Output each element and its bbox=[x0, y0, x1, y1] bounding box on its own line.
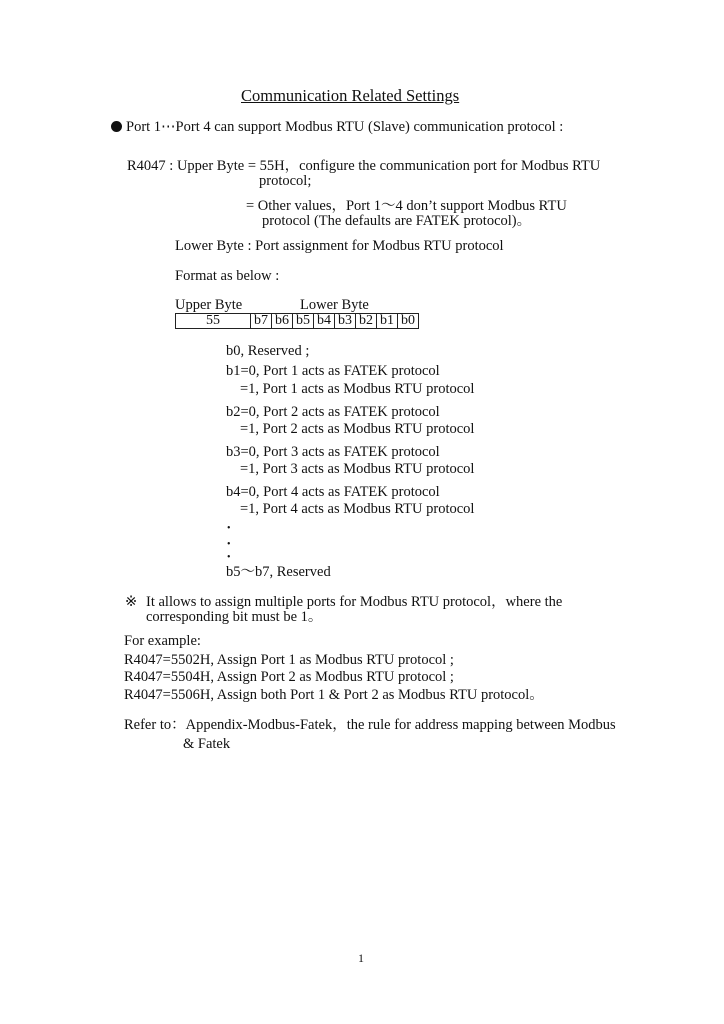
r4047-line2: = Other values，Port 1～4 don’t support Modbus RTU bbox=[246, 198, 567, 214]
bit-cell-b1: b1 bbox=[377, 314, 398, 329]
intro-line bbox=[111, 118, 563, 136]
bit-desc-b4-1: =1, Port 4 acts as Modbus RTU protocol bbox=[240, 501, 475, 517]
ellipsis-dot: • bbox=[227, 523, 231, 534]
page-number: 1 bbox=[358, 951, 364, 965]
bit-desc-b1-1: =1, Port 1 acts as Modbus RTU protocol bbox=[240, 381, 475, 397]
refer-line1: Refer to：Appendix-Modbus-Fatek，the rule for address mapping between Modbus bbox=[124, 717, 616, 733]
bit-cell-b5: b5 bbox=[293, 314, 314, 329]
bit-desc-b3-1: =1, Port 3 acts as Modbus RTU protocol bbox=[240, 461, 475, 477]
bit-desc-b3-0: b3=0, Port 3 acts as FATEK protocol bbox=[226, 444, 440, 460]
example-line-1: R4047=5502H, Assign Port 1 as Modbus RTU protocol ; bbox=[124, 652, 454, 668]
bit-cell-b0: b0 bbox=[398, 314, 419, 329]
note-line2: corresponding bit must be 1。 bbox=[146, 609, 323, 625]
bit-cell-b3: b3 bbox=[335, 314, 356, 329]
lower-byte-label: Lower Byte bbox=[300, 297, 369, 313]
bit-cell-b6: b6 bbox=[272, 314, 293, 329]
bit-desc-b0: b0, Reserved ; bbox=[226, 343, 310, 359]
upper-byte-cell: 55 bbox=[176, 314, 251, 329]
example-line-3: R4047=5506H, Assign both Port 1 & Port 2 as Modbus RTU protocol。 bbox=[124, 687, 544, 703]
note-line1: It allows to assign multiple ports for Modbus RTU protocol，where the bbox=[146, 594, 563, 610]
ellipsis-dot: • bbox=[227, 552, 231, 563]
format-line: Format as below : bbox=[175, 268, 280, 284]
bit-desc-b2-1: =1, Port 2 acts as Modbus RTU protocol bbox=[240, 421, 475, 437]
example-line-2: R4047=5504H, Assign Port 2 as Modbus RTU protocol ; bbox=[124, 669, 454, 685]
bit-desc-b1-0: b1=0, Port 1 acts as FATEK protocol bbox=[226, 363, 440, 379]
bit-cell-b7: b7 bbox=[251, 314, 272, 329]
format-table bbox=[175, 313, 419, 329]
bit-desc-b2-0: b2=0, Port 2 acts as FATEK protocol bbox=[226, 404, 440, 420]
ellipsis-dot: • bbox=[227, 539, 231, 550]
bit-cell-b2: b2 bbox=[356, 314, 377, 329]
lower-byte-line: Lower Byte : Port assignment for Modbus RTU protocol bbox=[175, 238, 504, 254]
bullet-icon bbox=[111, 121, 122, 132]
intro-text: Port 1⋯Port 4 can support Modbus RTU (Slave) communication protocol : bbox=[126, 119, 564, 135]
bit-desc-b4-0: b4=0, Port 4 acts as FATEK protocol bbox=[226, 484, 440, 500]
upper-byte-label: Upper Byte bbox=[175, 297, 243, 313]
bit-desc-b5-b7: b5～b7, Reserved bbox=[226, 564, 331, 580]
r4047-line2b: protocol (The defaults are FATEK protocol)。 bbox=[262, 213, 532, 229]
page-title: Communication Related Settings bbox=[241, 86, 460, 105]
bit-cell-b4: b4 bbox=[314, 314, 335, 329]
note-symbol: ※ bbox=[125, 594, 138, 610]
r4047-line1: R4047 : Upper Byte = 55H，configure the communication port for Modbus RTU bbox=[127, 158, 601, 174]
example-heading: For example: bbox=[124, 633, 201, 649]
refer-line2: & Fatek bbox=[183, 736, 231, 752]
format-table-row bbox=[176, 314, 419, 329]
r4047-line1b: protocol; bbox=[259, 173, 312, 189]
